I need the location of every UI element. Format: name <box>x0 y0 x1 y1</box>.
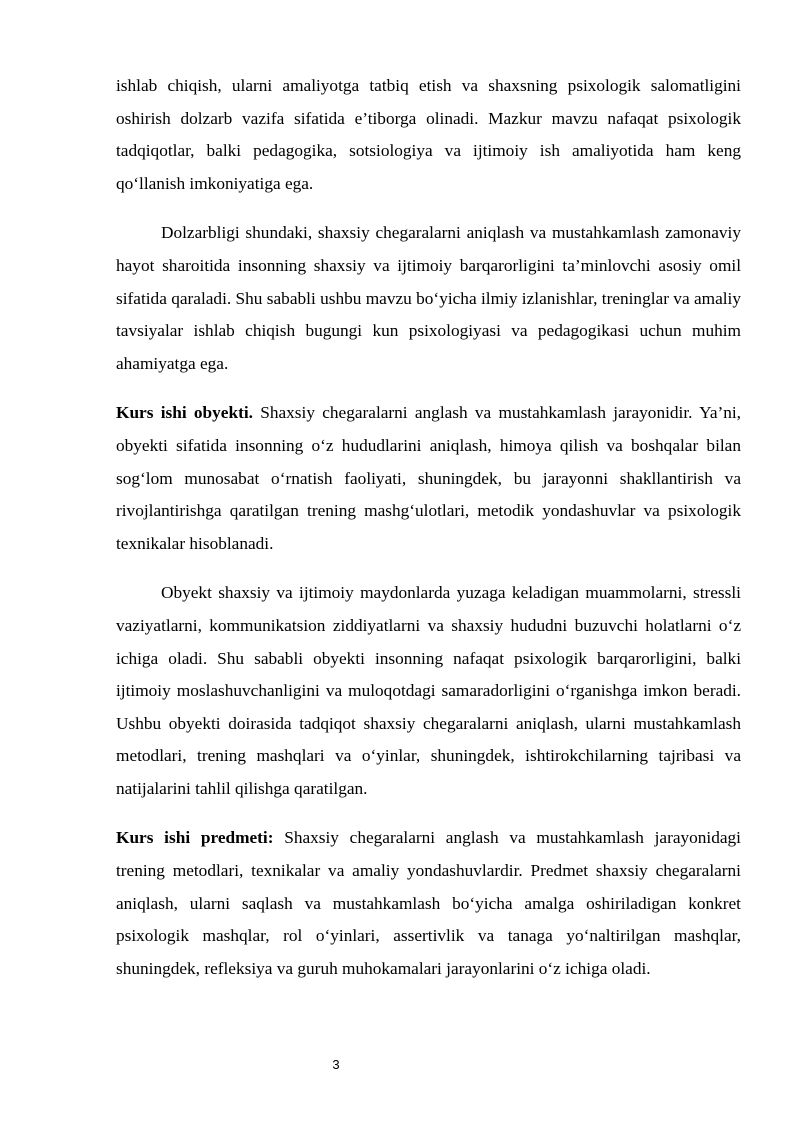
page-number: 3 <box>332 1057 340 1072</box>
course-subject-heading: Kurs ishi predmeti: <box>116 828 274 848</box>
paragraph-relevance: Dolzarbligi shundaki, shaxsiy chegaralarni aniqlash va mustahkamlash zamonaviy hayot sharoitida insonning shaxsiy va ijtimoiy barqarorligini ta’minlovchi asosiy omil sifatida qaraladi. Shu sababli ushbu mavzu bo‘yicha ilmiy izlanishlar, treninglar va amaliy tavsiyalar ishlab chiqish bugungi kun psixologiyasi va pedagogikasi uchun muhim ahamiyatga ega. <box>116 223 741 373</box>
course-object-heading: Kurs ishi obyekti. <box>116 403 253 423</box>
course-subject-text: Shaxsiy chegaralarni anglash va mustahkamlash jarayonidagi trening metodlari, texnikalar va amaliy yondashuvlardir. Predmet shaxsiy chegaralarni aniqlash, ularni saqlash va mustahkamlash bo‘yicha amalga oshiriladigan konkret psixologik mashqlar, rol o‘yinlari, assertivlik va tanaga yo‘naltirilgan mashqlar, shuningdek, refleksiya va guruh muhokamalari jarayonlarini o‘z ichiga oladi. <box>116 828 741 978</box>
paragraph-course-subject <box>116 822 741 985</box>
paragraph-object-details: Obyekt shaxsiy va ijtimoiy maydonlarda yuzaga keladigan muammolarni, stressli vaziyatlarni, kommunikatsion ziddiyatlarni va shaxsiy hududni buzuvchi holatlarni o‘z ichiga oladi. Shu sababli obyekti insonning nafaqat psixologik barqarorligini, balki ijtimoiy moslashuvchanligini va muloqotdagi samaradorligini o‘rganishga imkon beradi. Ushbu obyekti doirasida tadqiqot shaxsiy chegaralarni aniqlash, ularni mustahkamlash metodlari, trening mashqlari va o‘yinlar, shuningdek, ishtirokchilarning tajribasi va natijalarini tahlil qilishga qaratilgan. <box>116 583 741 798</box>
course-object-text: Shaxsiy chegaralarni anglash va mustahkamlash jarayonidir. Ya’ni, obyekti sifatida insonning o‘z hududlarini aniqlash, himoya qilish va boshqalar bilan sog‘lom munosabat o‘rnatish faoliyati, shuningdek, bu jarayonni shakllantirish va rivojlantirishga qaratilgan trening mashg‘ulotlari, metodik yondashuvlar va psixologik texnikalar hisoblanadi. <box>116 403 741 553</box>
document-body <box>116 70 741 985</box>
paragraph-intro-continuation: ishlab chiqish, ularni amaliyotga tatbiq etish va shaxsning psixologik salomatligini oshirish dolzarb vazifa sifatida e’tiborga olinadi. Mazkur mavzu nafaqat psixologik tadqiqotlar, balki pedagogika, sotsiologiya va ijtimoiy ish amaliyotida ham keng qo‘llanish imkoniyatiga ega. <box>116 76 741 193</box>
paragraph-course-object <box>116 397 741 560</box>
